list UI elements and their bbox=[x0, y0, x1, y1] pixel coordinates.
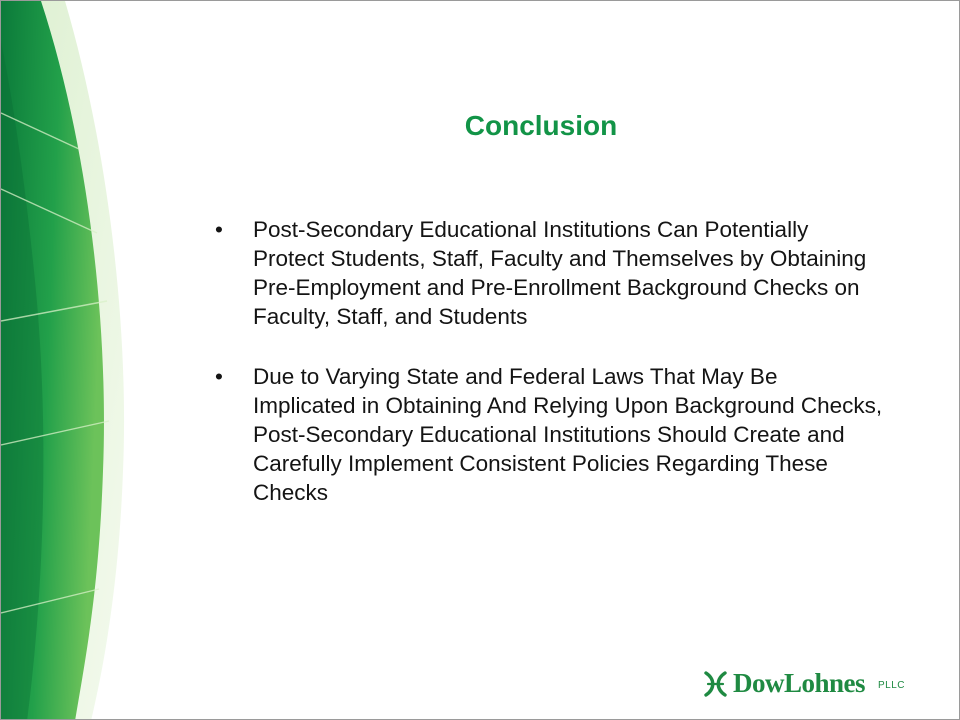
logo-name: DowLohnes bbox=[733, 668, 866, 698]
company-logo bbox=[703, 665, 913, 705]
bullet-list bbox=[213, 215, 883, 538]
bullet-text: Post-Secondary Educational Institutions Can Potentially Protect Students, Staff, Faculty and Themselves by Obtaining Pre-Employment and Pre-Enrollment Background Checks on Faculty, Staff, and Students bbox=[253, 217, 867, 329]
bullet-item bbox=[213, 362, 883, 507]
bullet-item bbox=[213, 215, 883, 331]
bullet-symbol: • bbox=[215, 364, 223, 389]
bullet-symbol: • bbox=[215, 217, 223, 242]
logo-suffix: PLLC bbox=[878, 680, 906, 691]
logo-mark-icon bbox=[703, 670, 729, 698]
slide-title: Conclusion bbox=[464, 110, 618, 141]
bullet-text: Due to Varying State and Federal Laws That May Be Implicated in Obtaining And Relying Upon Background Checks, Post-Secondary Educational Institutions Should Create and Carefully Implement Consistent Policies Regarding These Checks bbox=[253, 364, 883, 505]
